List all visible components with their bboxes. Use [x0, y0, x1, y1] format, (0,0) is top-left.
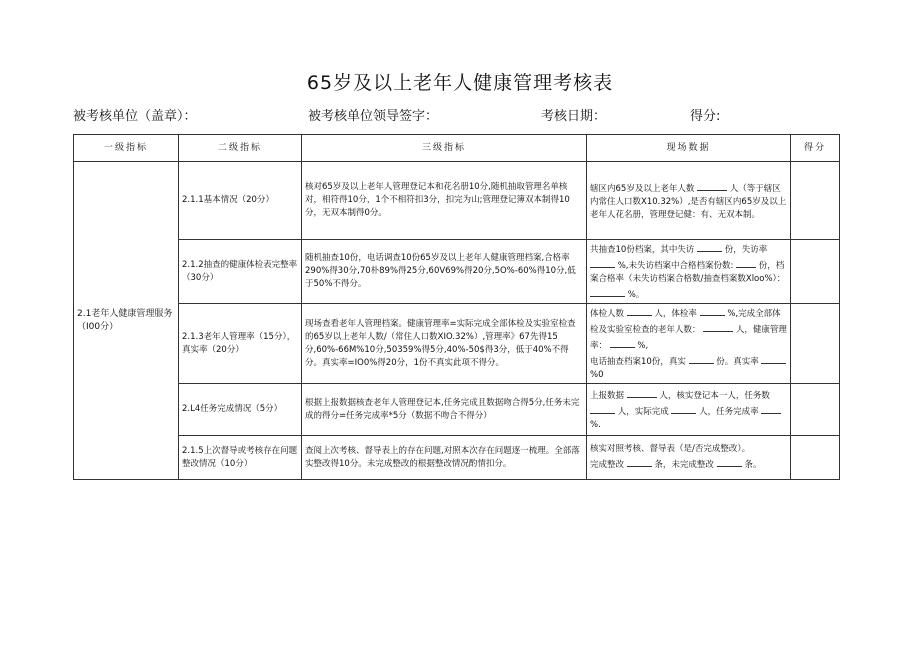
field-text: 核实对照考核、督导表（是/否完成整改）。	[590, 444, 751, 454]
level1-indicator: 2.1老年人健康管理服务（I00分）	[74, 162, 179, 480]
fill-blank[interactable]	[689, 353, 714, 364]
field-text: %,完成全部体检及实验室检查的老年人数：	[590, 309, 781, 335]
field-text: %,未失访档案中合格档案份数:	[617, 261, 734, 271]
fill-blank[interactable]	[717, 456, 742, 467]
fill-blank[interactable]	[761, 403, 781, 414]
field-text: 体检人数	[590, 309, 625, 319]
field-text: 上报数据	[590, 391, 625, 401]
table-row	[74, 304, 840, 384]
field-text: 辖区内65岁及以上老年人数	[590, 183, 695, 194]
fill-blank[interactable]	[627, 305, 652, 316]
field-data-cell	[587, 162, 791, 240]
field-text: 电话抽查档案10份，真实	[590, 357, 686, 367]
fill-blank[interactable]	[610, 337, 635, 348]
field-text: 人，核实登记本一人，任务数	[659, 391, 770, 401]
column-header-level3: 三级指标	[302, 135, 587, 162]
page-title: 65岁及以上老年人健康管理考核表	[306, 72, 614, 94]
level3-indicator: 根据上报数据核查老年人管理登记本,任务完成且数据吻合得5分,任务未完成的得分=任务完成率*5分（数据不吻合不得分）	[302, 384, 587, 436]
field-text: 共抽查10份档案，其中失访	[590, 245, 695, 255]
fill-blank[interactable]	[697, 241, 722, 252]
field-text: 人，实际完成	[617, 407, 669, 417]
fill-blank[interactable]	[700, 305, 725, 316]
fill-blank[interactable]	[736, 257, 756, 268]
fill-blank[interactable]	[761, 353, 786, 364]
fill-blank[interactable]	[627, 456, 652, 467]
fill-blank[interactable]	[627, 387, 657, 398]
level2-indicator: 2.L4任务完成情况（5分）	[179, 384, 302, 436]
field-text: 份，失访率	[724, 245, 768, 255]
fill-blank[interactable]	[671, 403, 696, 414]
fill-blank[interactable]	[697, 180, 727, 191]
field-data-cell	[587, 436, 791, 480]
score-cell[interactable]	[791, 162, 840, 240]
field-text: 人，健康管理率：	[590, 325, 787, 351]
level3-indicator: 随机抽查10份，电话调查10份65岁及以上老年人健康管理档案,合格率290%得30分,70朴89%得25分,60V69%得20分,5O%-60%得10分,低于50%不得分。	[302, 240, 587, 304]
score-cell[interactable]	[791, 436, 840, 480]
level2-indicator: 2.1.3老年人管理率（15分），真实率（20分）	[179, 304, 302, 384]
field-text: 条。	[744, 460, 762, 470]
field-data-cell	[587, 304, 791, 384]
fill-blank[interactable]	[590, 286, 625, 297]
score-cell[interactable]	[791, 384, 840, 436]
header-score-label: 得分:	[690, 109, 721, 124]
level3-indicator: 核对65岁及以上老年人管理登记本和花名册10分,随机抽取管理名单核对，相符得10分，1个不相符扣3分，扣完为山;管理登记簿双本制得10分，无双本制得0分。	[302, 162, 587, 240]
level2-indicator: 2.1.5上次督导或考核存在问题整改情况（10分）	[179, 436, 302, 480]
header-unit-label: 被考核单位（盖章）：	[73, 109, 197, 124]
field-text: 人，任务完成率	[699, 407, 759, 417]
column-header-level2: 二级指标	[179, 135, 302, 162]
column-header-level1: 一级指标	[74, 135, 179, 162]
field-data-cell	[587, 384, 791, 436]
column-header-field-data: 现场数据	[587, 135, 791, 162]
score-cell[interactable]	[791, 240, 840, 304]
score-cell[interactable]	[791, 304, 840, 384]
field-text: 人（等于辖区内常住人口数X10.32%）,是否有辖区内65岁及以上老年人花名册，管理登记健：有、无双本制。	[590, 183, 787, 220]
field-text: 份。真实率	[716, 357, 759, 367]
table-row	[74, 162, 840, 240]
column-header-score: 得分	[791, 135, 840, 162]
table-row	[74, 240, 840, 304]
fill-blank[interactable]	[590, 403, 615, 414]
header-leader-label: 被考核单位领导签字：	[308, 109, 439, 124]
table-header-row	[74, 135, 840, 162]
field-text: %。	[627, 290, 645, 300]
table-row	[74, 436, 840, 480]
level2-indicator: 2.1.1基本情况（20分）	[179, 162, 302, 240]
field-text: %,	[637, 341, 649, 351]
field-text: 份，档案合格率（未失访档案合格数/抽查档案数Xloo%）：	[590, 261, 786, 284]
field-text: %0	[590, 370, 604, 380]
field-text: 条，未完成整改	[654, 460, 714, 470]
level3-indicator: 现场查看老年人管理档案。健康管理率=实际完成全部体检及实验室检查的65岁以上老年人数/（常住人口数XIO.32%）,管理率》67先得15分,60%-66M%10分,50359%得5分,40%-50$得3分，低于40%不得分。真实率=IO0%得20分，1份不真实此项不得分。	[302, 304, 587, 384]
field-text: %.	[590, 420, 601, 430]
field-text: 人，体检率	[654, 309, 697, 319]
level3-indicator: 查阅上次考核、督导表上的存在问题,对照本次存在问题逐一梳理。全部落实整改得10分。未完成整改的根据整改情况酌情扣分。	[302, 436, 587, 480]
fill-blank[interactable]	[590, 257, 615, 268]
field-text: 完成整改	[590, 460, 625, 470]
header-date-label: 考核日期：	[541, 109, 607, 124]
level2-indicator: 2.1.2抽查的健康体检表完整率（30分）	[179, 240, 302, 304]
fill-blank[interactable]	[703, 321, 733, 332]
table-row	[74, 384, 840, 436]
assessment-table	[73, 134, 840, 480]
field-data-cell	[587, 240, 791, 304]
